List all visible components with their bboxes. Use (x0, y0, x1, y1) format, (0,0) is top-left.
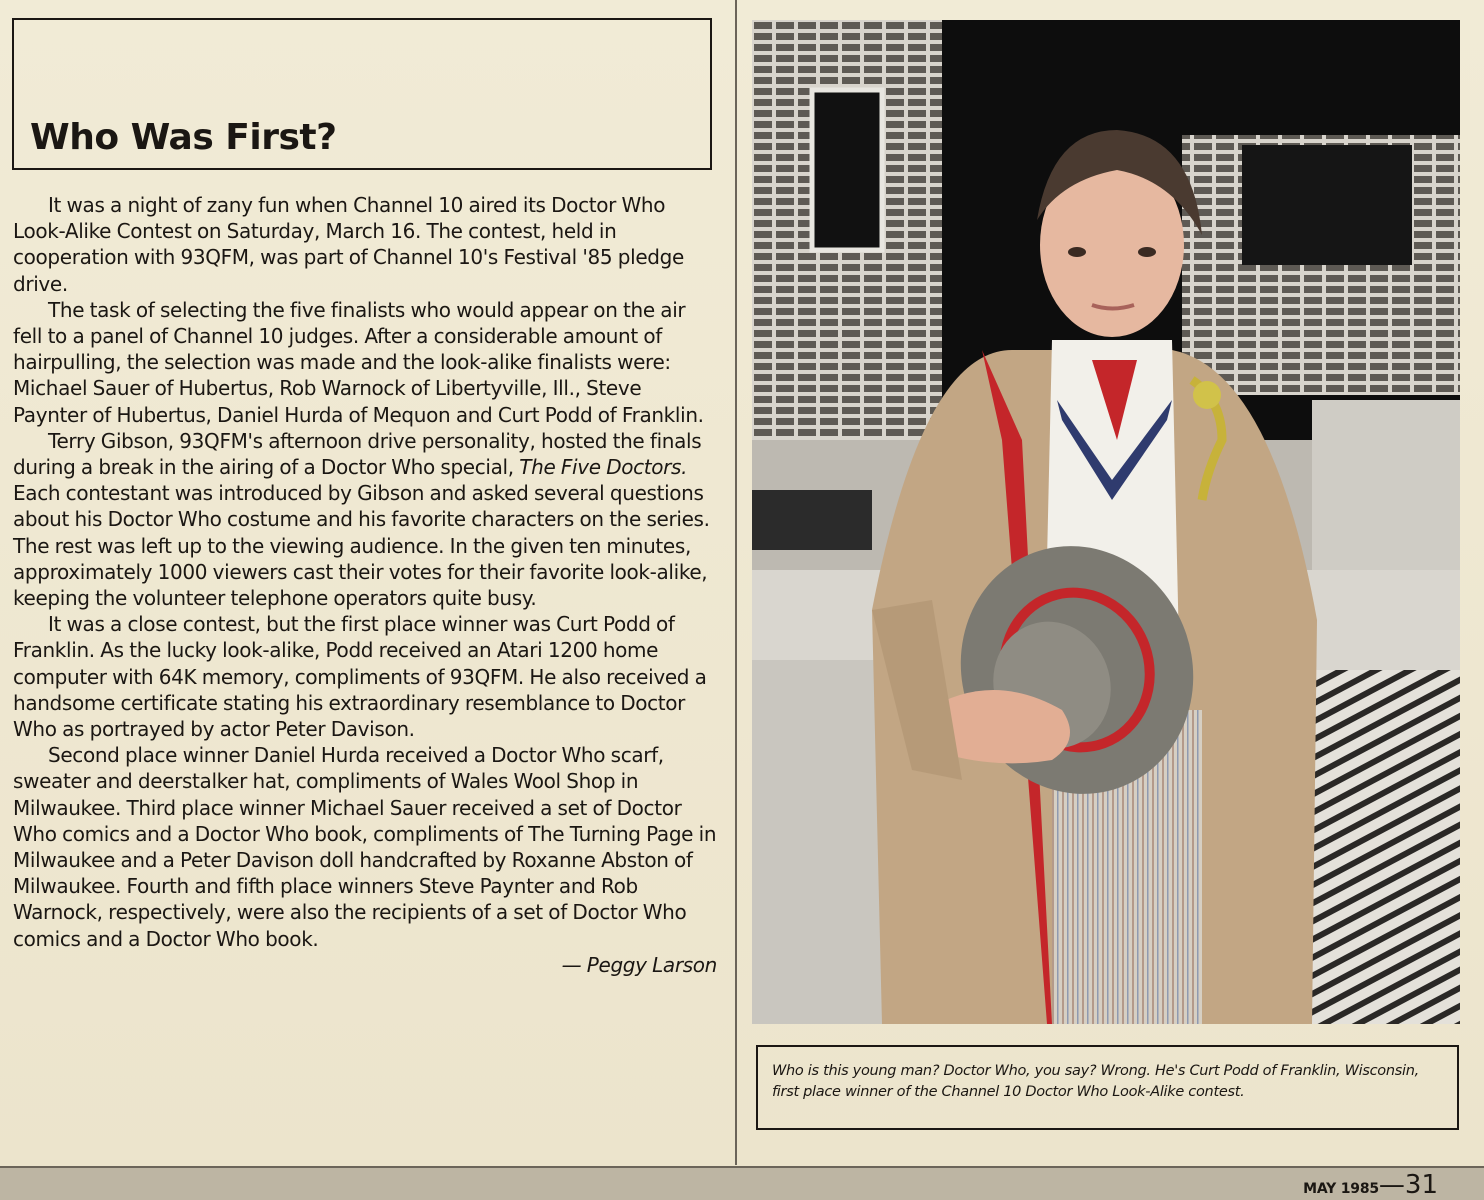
program-title: The Five Doctors. (519, 455, 688, 480)
page-folio (1303, 1170, 1438, 1200)
paragraph-text: Terry Gibson, 93QFM's afternoon drive personality, hosted the finals during a break in the airing of a Doctor Who special, (13, 428, 702, 480)
page-number: 31 (1404, 1170, 1438, 1200)
column-divider (735, 0, 737, 1165)
paragraph-text: Each contestant was introduced by Gibson and asked several questions about his Doctor Who costume and his favorite characters on the series. The rest was left up to the viewing audience. In the given ten minutes, approximately 1000 viewers cast their votes for their favorite look-alike, keeping the volunteer telephone operators quite busy. (13, 481, 710, 611)
article-title: Who Was First? (30, 117, 337, 158)
article-body (13, 192, 717, 978)
article-paragraph: It was a close contest, but the first place winner was Curt Podd of Franklin. As the lucky look-alike, Podd received an Atari 1200 home computer with 64K memory, compliments of 93QFM. He also received a handsome certificate stating his extraordinary resemblance to Doctor Who as portrayed by actor Peter Davison. (13, 612, 707, 742)
article-paragraph (13, 428, 717, 611)
folio-dash: — (1378, 1170, 1405, 1200)
issue-date: MAY 1985 (1303, 1181, 1379, 1197)
photo-caption: Who is this young man? Doctor Who, you say? Wrong. He's Curt Podd of Franklin, Wisconsin, first place winner of the Channel 10 Doctor Who Look-Alike contest. (756, 1045, 1459, 1130)
article-paragraph: Second place winner Daniel Hurda received a Doctor Who scarf, sweater and deerstalker hat, compliments of Wales Wool Shop in Milwaukee. Third place winner Michael Sauer received a set of Doctor Who comics and a Doctor Who book, compliments of The Turning Page in Milwaukee and a Peter Davison doll handcrafted by Roxanne Abston of Milwaukee. Fourth and fifth place winners Steve Paynter and Rob Warnock, respectively, were also the recipients of a set of Doctor Who comics and a Doctor Who book. (13, 743, 717, 951)
contest-winner-photo (752, 20, 1460, 1024)
footer-bar (0, 1166, 1484, 1200)
article-paragraph: The task of selecting the five finalists who would appear on the air fell to a panel of Channel 10 judges. After a considerable amount of hairpulling, the selection was made and the look-alike finalists were: Michael Sauer of Hubertus, Rob Warnock of Libertyville, Ill., Steve Paynter of Hubertus, Daniel Hurda of Mequon and Curt Podd of Franklin. (13, 297, 704, 427)
article-paragraph: It was a night of zany fun when Channel 10 aired its Doctor Who Look-Alike Contest on Saturday, March 16. The contest, held in cooperation with 93QFM, was part of Channel 10's Festival '85 pledge drive. (13, 193, 684, 296)
byline: — Peggy Larson (561, 952, 717, 977)
title-box (12, 18, 712, 170)
